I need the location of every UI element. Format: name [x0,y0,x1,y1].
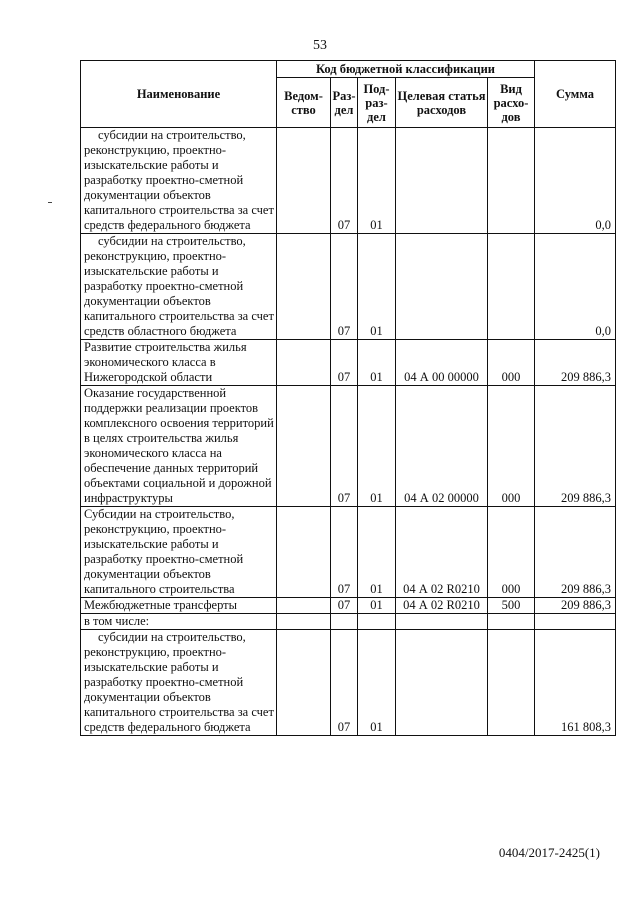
row-target-article: 04 А 02 R0210 [396,507,488,598]
header-section: Раз-дел [331,78,358,128]
row-subsection: 01 [358,340,396,386]
row-target-article [396,630,488,736]
row-department [277,507,331,598]
row-sum: 0,0 [535,234,616,340]
row-expense-type: 000 [488,386,535,507]
row-target-article: 04 А 02 R0210 [396,598,488,614]
row-section: 07 [331,630,358,736]
row-section: 07 [331,234,358,340]
row-expense-type [488,234,535,340]
row-name: субсидии на строительство, реконструкцию, проектно-изыскательские работы и разработку проектно-сметной документации объектов капитального строительства за счет средств федерального бюджета [81,128,277,234]
budget-table [80,60,616,736]
row-subsection: 01 [358,234,396,340]
row-sum: 209 886,3 [535,340,616,386]
row-name: субсидии на строительство, реконструкцию, проектно-изыскательские работы и разработку проектно-сметной документации объектов капитального строительства за счет средств федерального бюджета [81,630,277,736]
row-target-article [396,234,488,340]
table-row [81,234,616,340]
row-subsection: 01 [358,630,396,736]
header-expense-type: Вид расхо-дов [488,78,535,128]
document-id: 0404/2017-2425(1) [498,845,600,860]
row-section [331,614,358,630]
table-row [81,614,616,630]
table-header [81,61,616,128]
row-expense-type: 500 [488,598,535,614]
row-section: 07 [331,598,358,614]
header-sum: Сумма [535,61,616,128]
row-department [277,614,331,630]
header-classification-group: Код бюджетной классификации [277,61,535,78]
row-section: 07 [331,340,358,386]
page-number: 53 [313,38,327,53]
row-name: в том числе: [81,614,277,630]
row-name: Субсидии на строительство, реконструкцию, проектно-изыскательские работы и разработку проектно-сметной документации объектов капитального строительства [81,507,277,598]
row-sum: 209 886,3 [535,598,616,614]
row-department [277,598,331,614]
table-row [81,507,616,598]
table-row [81,386,616,507]
row-subsection: 01 [358,507,396,598]
row-sum: 209 886,3 [535,386,616,507]
row-subsection: 01 [358,386,396,507]
row-expense-type: 000 [488,340,535,386]
row-name: Оказание государственной поддержки реализации проектов комплексного освоения территорий в целях строительства жилья экономического класса на обеспечение данных территорий объектами социальной и дорожной инфраструктуры [81,386,277,507]
row-department [277,340,331,386]
row-section: 07 [331,128,358,234]
row-sum: 209 886,3 [535,507,616,598]
row-department [277,630,331,736]
row-target-article [396,614,488,630]
table-row [81,340,616,386]
row-target-article [396,128,488,234]
row-name: Межбюджетные трансферты [81,598,277,614]
header-target-article: Целевая статья расходов [396,78,488,128]
table-row [81,630,616,736]
row-name: субсидии на строительство, реконструкцию, проектно-изыскательские работы и разработку проектно-сметной документации объектов капитального строительства за счет средств областного бюджета [81,234,277,340]
row-subsection: 01 [358,598,396,614]
row-sum: 161 808,3 [535,630,616,736]
margin-mark [48,202,52,203]
header-name: Наименование [81,61,277,128]
row-subsection [358,614,396,630]
row-sum: 0,0 [535,128,616,234]
row-department [277,234,331,340]
row-target-article: 04 А 00 00000 [396,340,488,386]
row-target-article: 04 А 02 00000 [396,386,488,507]
table-body [81,128,616,736]
row-name: Развитие строительства жилья экономического класса в Нижегородской области [81,340,277,386]
row-department [277,386,331,507]
table-row [81,128,616,234]
header-department: Ведом-ство [277,78,331,128]
header-subsection: Под-раз-дел [358,78,396,128]
row-department [277,128,331,234]
table-row [81,598,616,614]
row-expense-type [488,630,535,736]
row-sum [535,614,616,630]
row-section: 07 [331,507,358,598]
row-expense-type [488,614,535,630]
row-expense-type: 000 [488,507,535,598]
row-section: 07 [331,386,358,507]
row-subsection: 01 [358,128,396,234]
row-expense-type [488,128,535,234]
